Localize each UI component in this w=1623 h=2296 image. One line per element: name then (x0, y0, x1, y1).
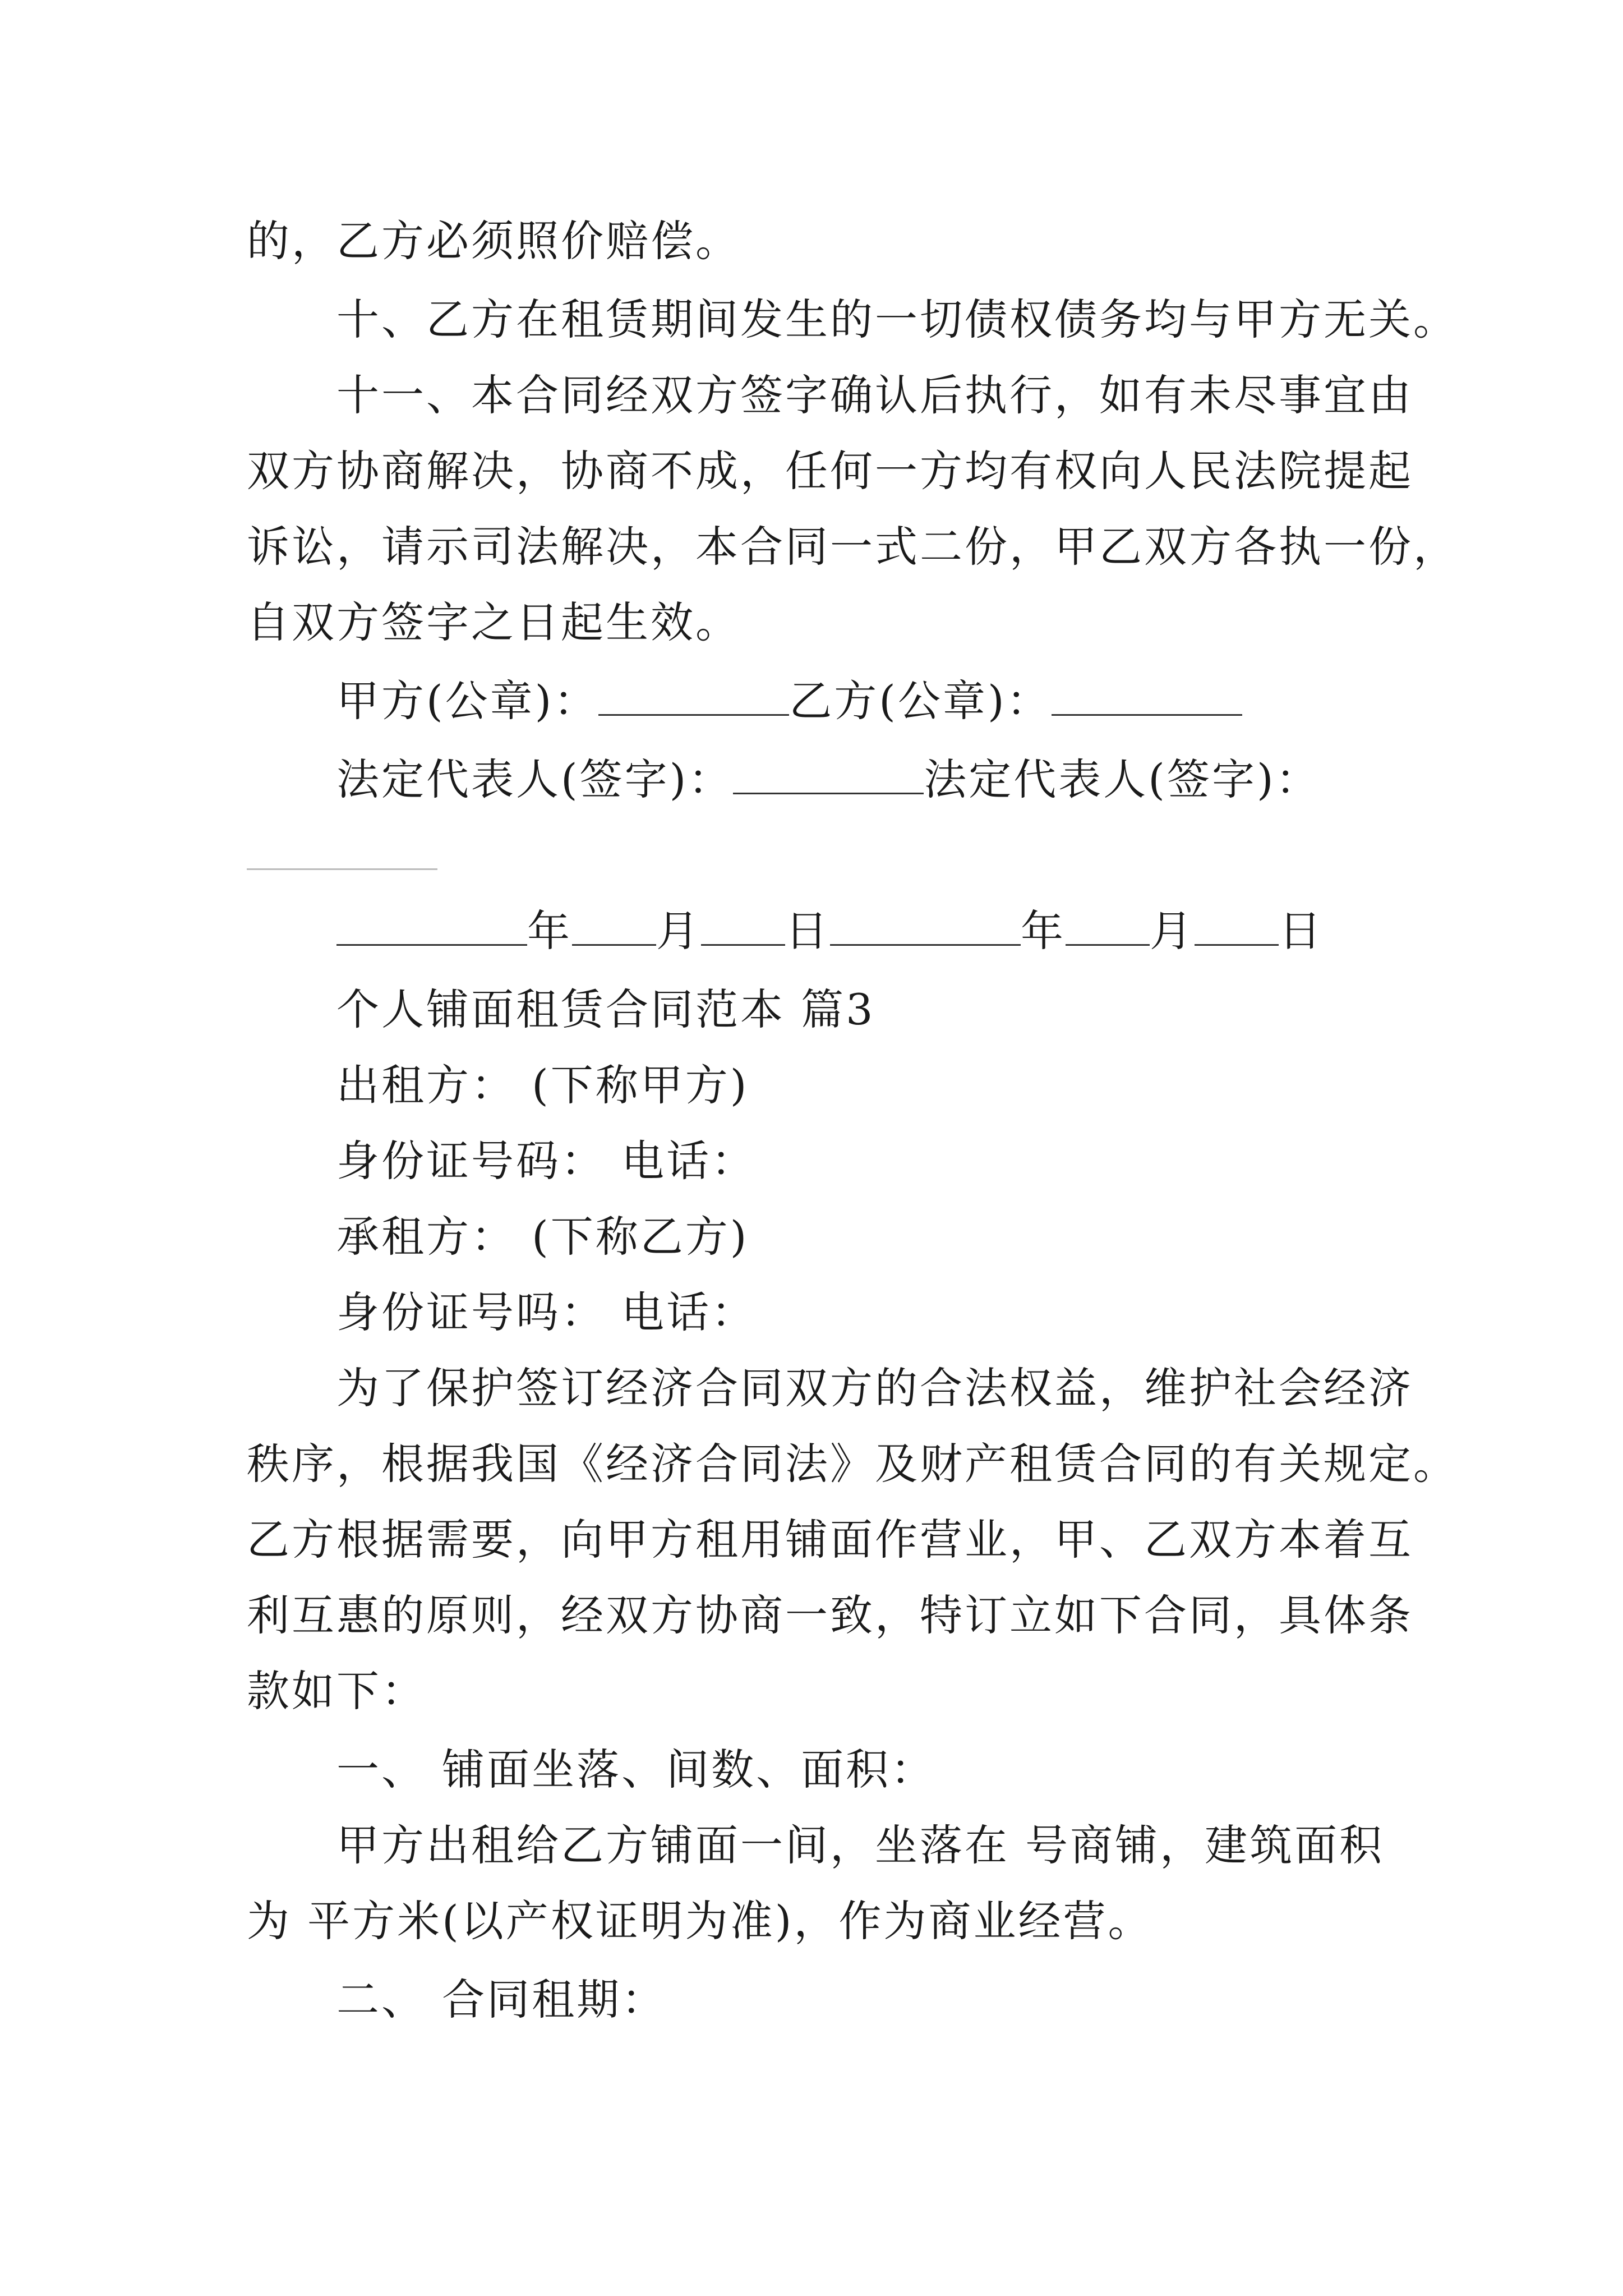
year-label: 年 (527, 906, 572, 956)
text-line: 的，乙方必须照价赔偿。 (247, 216, 740, 266)
month-label: 月 (1150, 906, 1195, 956)
lessor-line: 出租方： (下称甲方) (336, 1060, 749, 1110)
date-line (336, 903, 1324, 959)
id-phone-line: 身份证号吗： 电话： (336, 1287, 757, 1337)
text-line: 诉讼，请示司法解决，本合同一式二份，甲乙双方各执一份， (247, 522, 1458, 572)
day-label: 日 (785, 906, 830, 956)
text-line: 为 平方米(以产权证明为准)，作为商业经营。 (247, 1896, 1153, 1946)
text-line: 款如下： (247, 1666, 426, 1716)
representative-line (336, 752, 1321, 808)
party-a-rep-label: 法定代表人(签字)： (336, 754, 734, 804)
clause-10: 十、乙方在租赁期间发生的一切债权债务均与甲方无关。 (336, 295, 1458, 344)
text-line: 为了保护签订经济合同双方的合法权益，维护社会经济 (336, 1363, 1413, 1413)
day-label: 日 (1279, 906, 1324, 956)
lessee-line: 承租方： (下称乙方) (336, 1212, 749, 1262)
id-phone-line: 身份证号码： 电话： (336, 1136, 757, 1186)
party-b-rep-blank (247, 868, 437, 870)
party-a-seal-label: 甲方(公章)： (336, 676, 599, 726)
section-heading: 二、 合同租期： (336, 1975, 667, 2024)
seal-line (336, 673, 1242, 729)
month-blank (572, 905, 656, 946)
text-line: 乙方根据需要，向甲方租用铺面作营业，甲、乙双方本着互 (247, 1515, 1413, 1565)
section-heading: 一、 铺面坐落、间数、面积： (336, 1745, 936, 1795)
month-blank (1066, 905, 1150, 946)
text-line: 秩序，根据我国《经济合同法》及财产租赁合同的有关规定。 (247, 1439, 1458, 1489)
party-b-rep-label: 法定代表人(签字)： (924, 754, 1321, 804)
text-line: 利互惠的原则，经双方协商一致，特订立如下合同，具体条 (247, 1590, 1413, 1640)
party-a-rep-blank (733, 753, 924, 794)
day-blank (701, 905, 785, 946)
text-line: 自双方签字之日起生效。 (247, 597, 740, 647)
text-line: 甲方出租给乙方铺面一间，坐落在 号商铺，建筑面积 (336, 1820, 1385, 1870)
year-blank (830, 905, 1021, 946)
party-a-seal-blank (598, 675, 789, 716)
year-blank (336, 905, 527, 946)
clause-11: 十一、本合同经双方签字确认后执行，如有未尽事宜由 (336, 370, 1413, 420)
day-blank (1195, 905, 1279, 946)
text-line: 双方协商解决，协商不成，任何一方均有权向人民法院提起 (247, 446, 1413, 496)
year-label: 年 (1021, 906, 1066, 956)
party-b-seal-label: 乙方(公章)： (789, 676, 1052, 726)
month-label: 月 (656, 906, 701, 956)
party-b-seal-blank (1052, 675, 1242, 716)
section-title: 个人铺面租赁合同范本 篇3 (336, 984, 875, 1034)
